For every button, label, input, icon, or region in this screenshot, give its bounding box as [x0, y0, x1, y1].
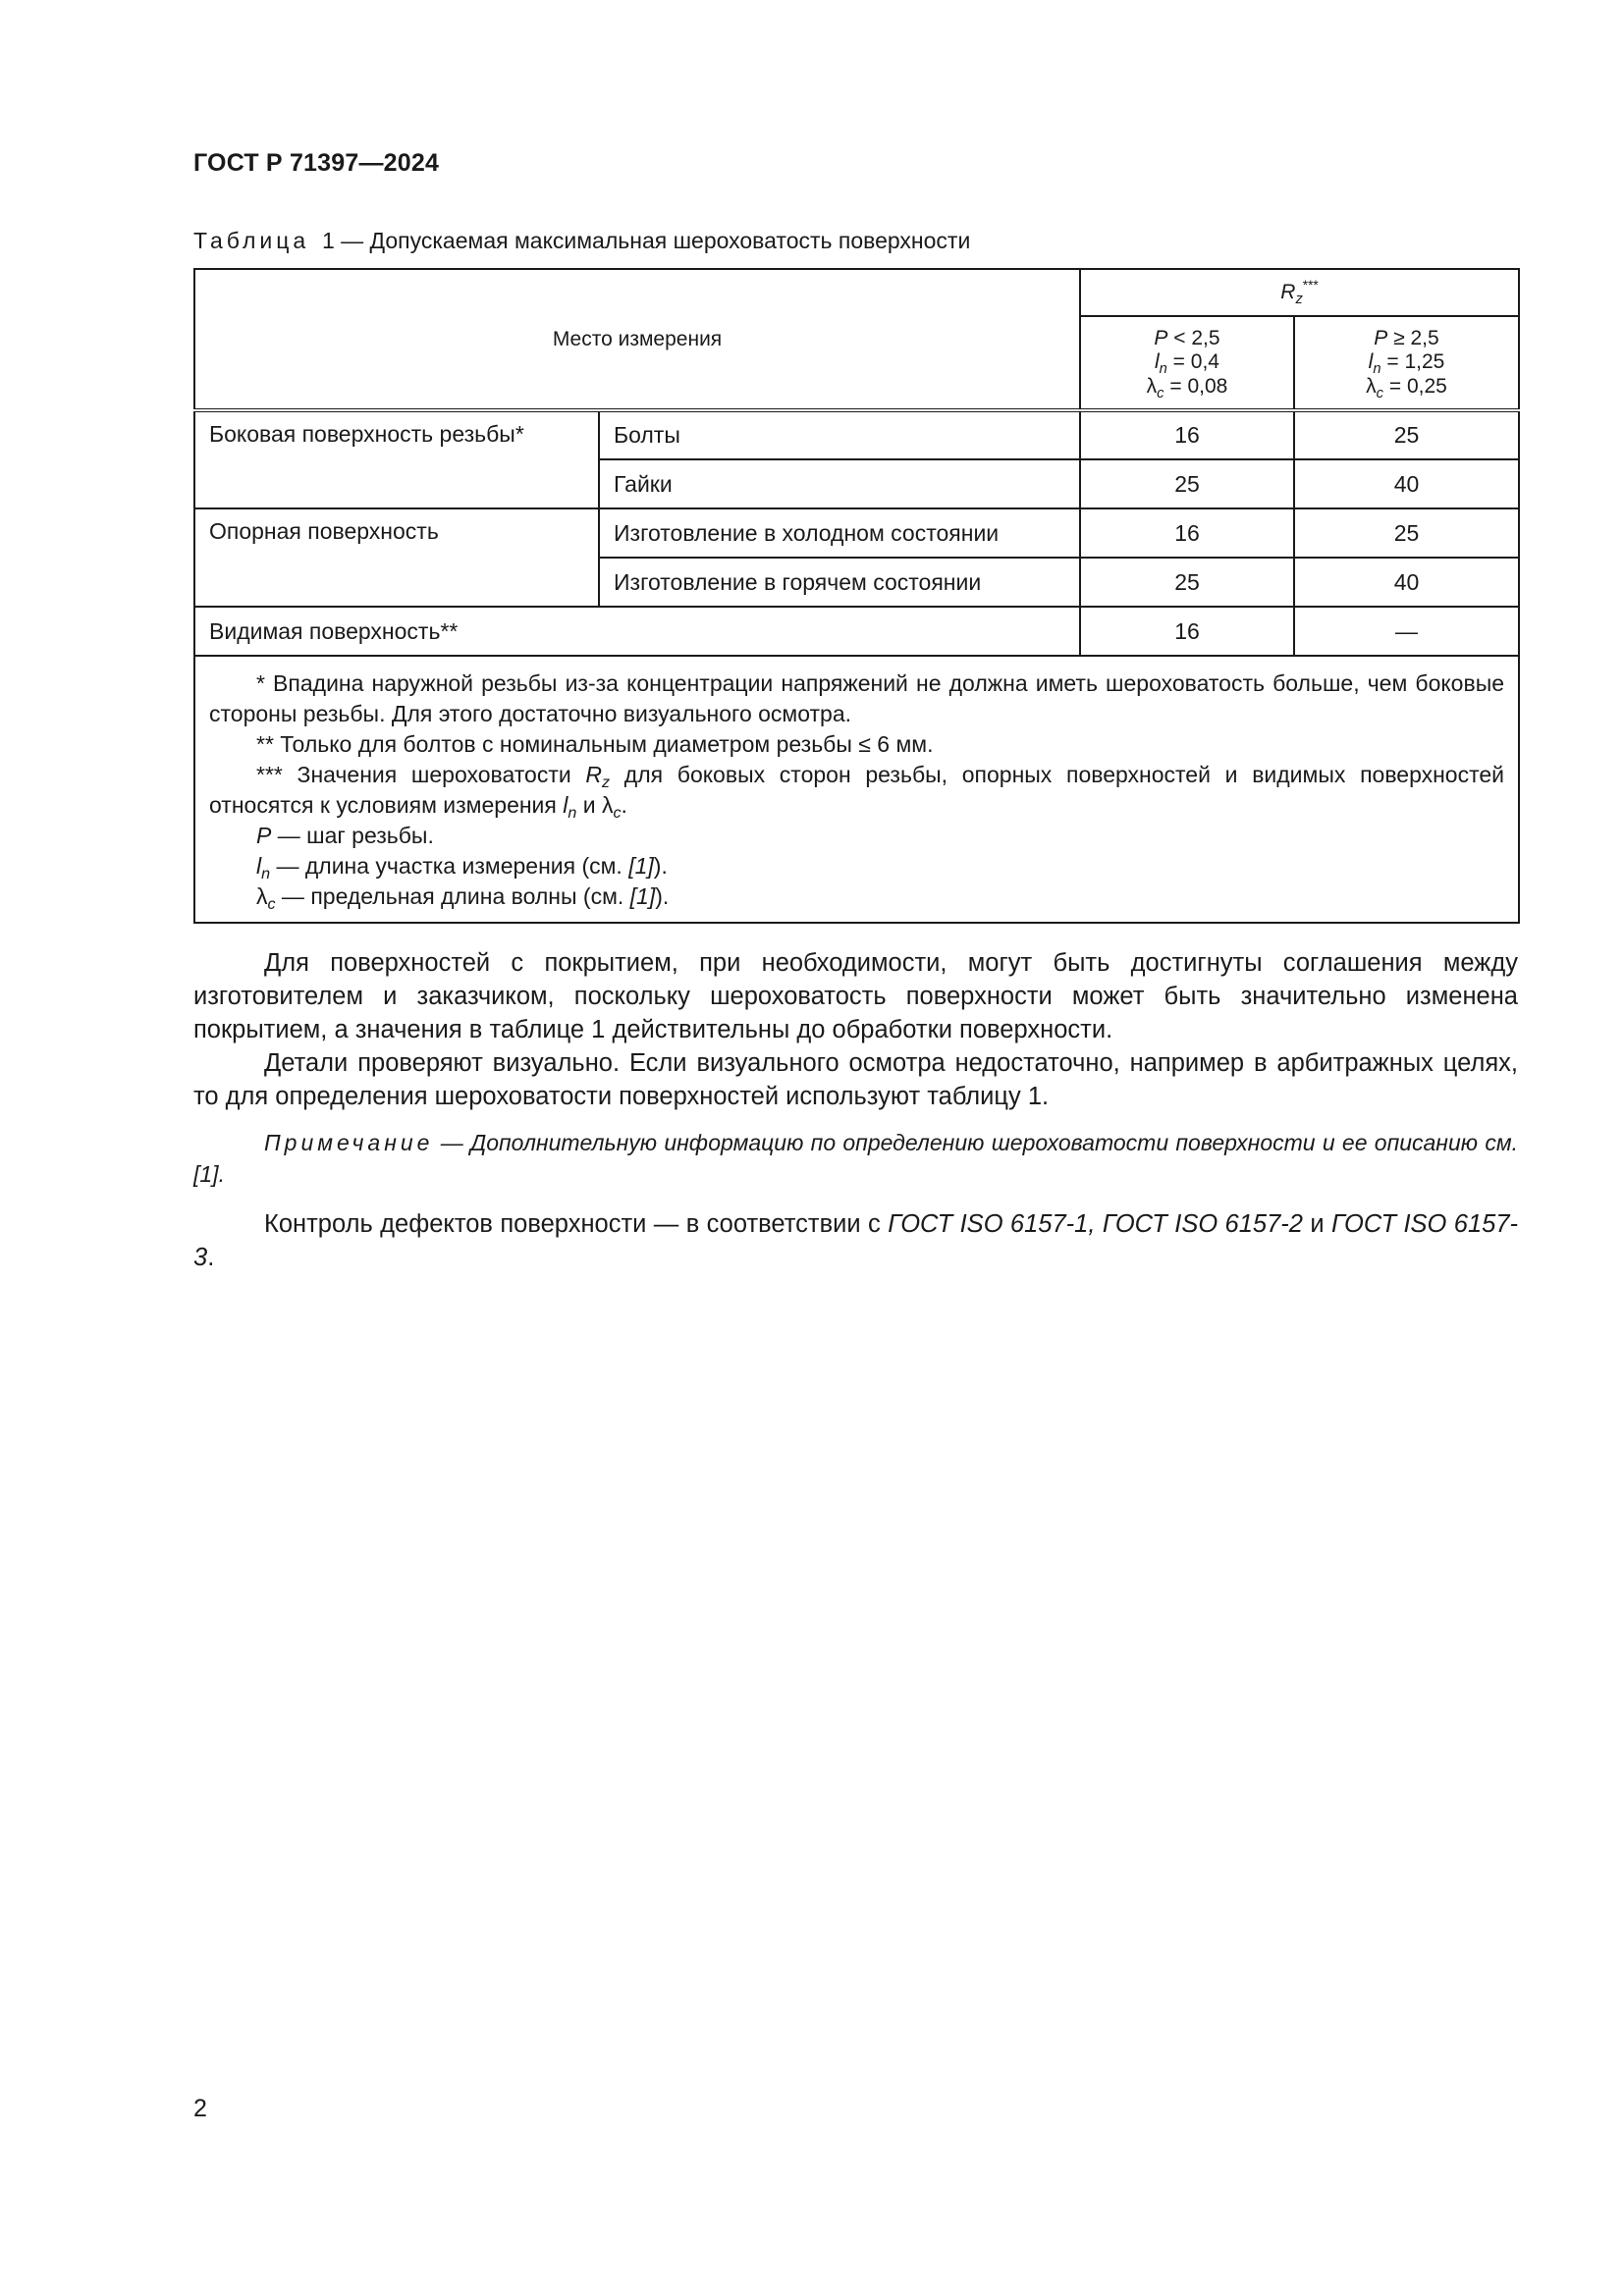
row-value-2: 25	[1294, 410, 1519, 459]
row-sub-label: Болты	[599, 410, 1080, 459]
header-pitch-small: P < 2,5 $l_n = 0,4$ $\lambda_c = 0,08$	[1080, 316, 1294, 410]
table-caption-text: 1 — Допускаемая максимальная шероховатость поверхности	[321, 228, 971, 253]
document-header: ГОСТ Р 71397—2024	[193, 149, 440, 177]
footnote-3: *** Значения шероховатости $R_z$ для боковых сторон резьбы, опорных поверхностей и видимых поверхностей относятся к условиям измерения $l_n$ и $\lambda_c$.	[209, 762, 1505, 822]
row-value-1: 16	[1080, 508, 1294, 558]
row-value-1: 16	[1080, 410, 1294, 459]
table-row	[194, 607, 1519, 656]
footnote-2: ** Только для болтов с номинальным диаметром резьбы ≤ 6 мм.	[256, 731, 934, 757]
row-group-label: Опорная поверхность	[194, 508, 599, 607]
row-group-label: Видимая поверхность**	[194, 607, 1080, 656]
roughness-table	[193, 268, 1520, 924]
row-value-2: 40	[1294, 558, 1519, 607]
row-sub-label: Изготовление в горячем состоянии	[599, 558, 1080, 607]
header-pitch-large: P ≥ 2,5 $l_n = 1,25$ $\lambda_c = 0,25$	[1294, 316, 1519, 410]
body-paragraph-visual: Детали проверяют визуально. Если визуального осмотра недостаточно, например в арбитражных целях, то для определения шероховатости поверхностей используют таблицу 1.	[193, 1049, 1518, 1110]
row-value-1: 25	[1080, 558, 1294, 607]
table-header-row	[194, 269, 1519, 316]
row-sub-label: Гайки	[599, 459, 1080, 508]
table-row	[194, 410, 1519, 459]
row-value-2: 40	[1294, 459, 1519, 508]
row-group-label: Боковая поверхность резьбы*	[194, 410, 599, 508]
table-caption-label: Таблица	[193, 228, 310, 253]
footnote-1: * Впадина наружной резьбы из-за концентрации напряжений не должна иметь шероховатость больше, чем боковые стороны резьбы. Для этого достаточно визуального осмотра.	[209, 670, 1505, 726]
row-value-2: —	[1294, 607, 1519, 656]
footnote-ln: $l_n$ — длина участка измерения (см. [1]).	[256, 853, 668, 882]
table-notes	[194, 656, 1519, 923]
note-paragraph: Примечание — Дополнительную информацию по определению шероховатости поверхности и ее описанию см. [1].	[193, 1130, 1518, 1187]
row-value-1: 16	[1080, 607, 1294, 656]
page-number: 2	[193, 2095, 207, 2122]
body-paragraph-defects: Контроль дефектов поверхности — в соответствии с ГОСТ ISO 6157-1, ГОСТ ISO 6157-2 и ГОСТ ISO 6157-3.	[193, 1210, 1518, 1271]
footnote-lambda: $\lambda_c$ — предельная длина волны (см. [1]).	[256, 883, 670, 913]
row-value-1: 25	[1080, 459, 1294, 508]
row-sub-label: Изготовление в холодном состоянии	[599, 508, 1080, 558]
body-paragraph-coating: Для поверхностей с покрытием, при необходимости, могут быть достигнуты соглашения между изготовителем и заказчиком, поскольку шероховатость поверхности может быть значительно изменена покрытием, а значения в таблице 1 действительны до обработки поверхности.	[193, 949, 1518, 1043]
footnote-pitch: P — шаг резьбы.	[256, 823, 434, 848]
table-notes-row	[194, 656, 1519, 923]
table-caption	[193, 228, 970, 254]
header-measurement-place: Место измерения	[194, 269, 1080, 410]
table-row	[194, 508, 1519, 558]
row-value-2: 25	[1294, 508, 1519, 558]
header-rz: $R_z^{***}$	[1080, 269, 1519, 316]
